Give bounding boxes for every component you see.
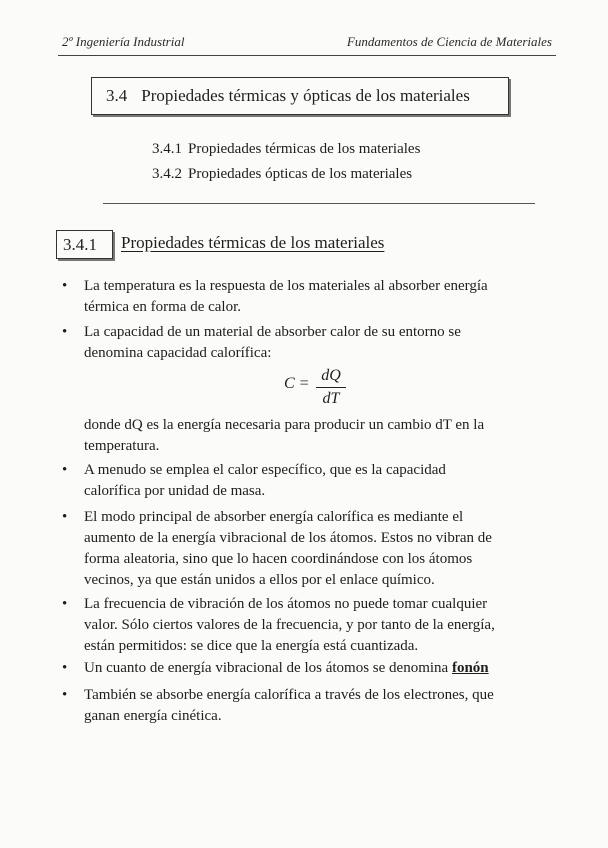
chapter-number: 3.4 [106,86,128,105]
formula-explanation: donde dQ es la energía necesaria para producir un cambio dT en la temperatura. [84,417,485,454]
section-number-box [56,230,113,259]
formula-lhs: C = [284,375,310,392]
bullet-text: También se absorbe energía calorífica a través de los electrones, que ganan energía cinética. [84,687,494,724]
toc-title: Propiedades térmicas de los materiales [188,141,421,157]
bullet-text: La frecuencia de vibración de los átomos no puede tomar cualquier valor. Sólo ciertos valores de la frecuencia, y por tanto de la energía, están permitidos: se dice que la energía está cuantizada. [84,596,495,654]
bullet-text: A menudo se emplea el calor específico, que es la capacidad calorífica por unidad de masa. [84,462,446,499]
chapter-title-box [91,77,509,115]
bullet-icon: • [62,509,68,525]
header-subject: Fundamentos de Ciencia de Materiales [346,34,552,49]
bullet-text: El modo principal de absorber energía calorífica es mediante el aumento de la energía vibracional de los átomos. Estos no vibran de forma aleatoria, sino que lo hacen coordinándose con los átomos vecinos, ya que están unidos a ellos por el enlace químico. [84,509,492,588]
toc-number: 3.4.2 [152,166,182,182]
header-course: 2º Ingeniería Industrial [62,34,185,49]
toc-title: Propiedades ópticas de los materiales [188,166,413,182]
phonon-term: fonón [451,660,489,676]
toc-item [152,166,412,183]
bullet-icon: • [62,462,68,478]
section-title: Propiedades térmicas de los materiales [121,233,385,252]
bullet-icon: • [62,278,68,294]
formula-numerator: dQ [321,367,341,384]
chapter-title [106,86,470,106]
header-divider [58,55,556,56]
toc-item [152,141,420,158]
formula-denominator: dT [322,390,340,407]
bullet-icon: • [62,324,68,340]
bullet-icon: • [62,660,68,676]
toc-divider [103,203,535,204]
chapter-title-text: Propiedades térmicas y ópticas de los materiales [141,86,470,105]
section-number: 3.4.1 [63,235,97,254]
bullet-icon: • [62,687,68,703]
formula-fraction [316,367,346,408]
toc-number: 3.4.1 [152,141,182,157]
bullet-text: La capacidad de un material de absorber calor de su entorno se denomina capacidad calorífica: [84,324,461,361]
bullet-text: La temperatura es la respuesta de los materiales al absorber energía térmica en forma de calor. [84,278,488,315]
fraction-bar [316,387,346,388]
bullet-text: Un cuanto de energía vibracional de los átomos se denomina fonón [84,660,489,676]
bullet-icon: • [62,596,68,612]
